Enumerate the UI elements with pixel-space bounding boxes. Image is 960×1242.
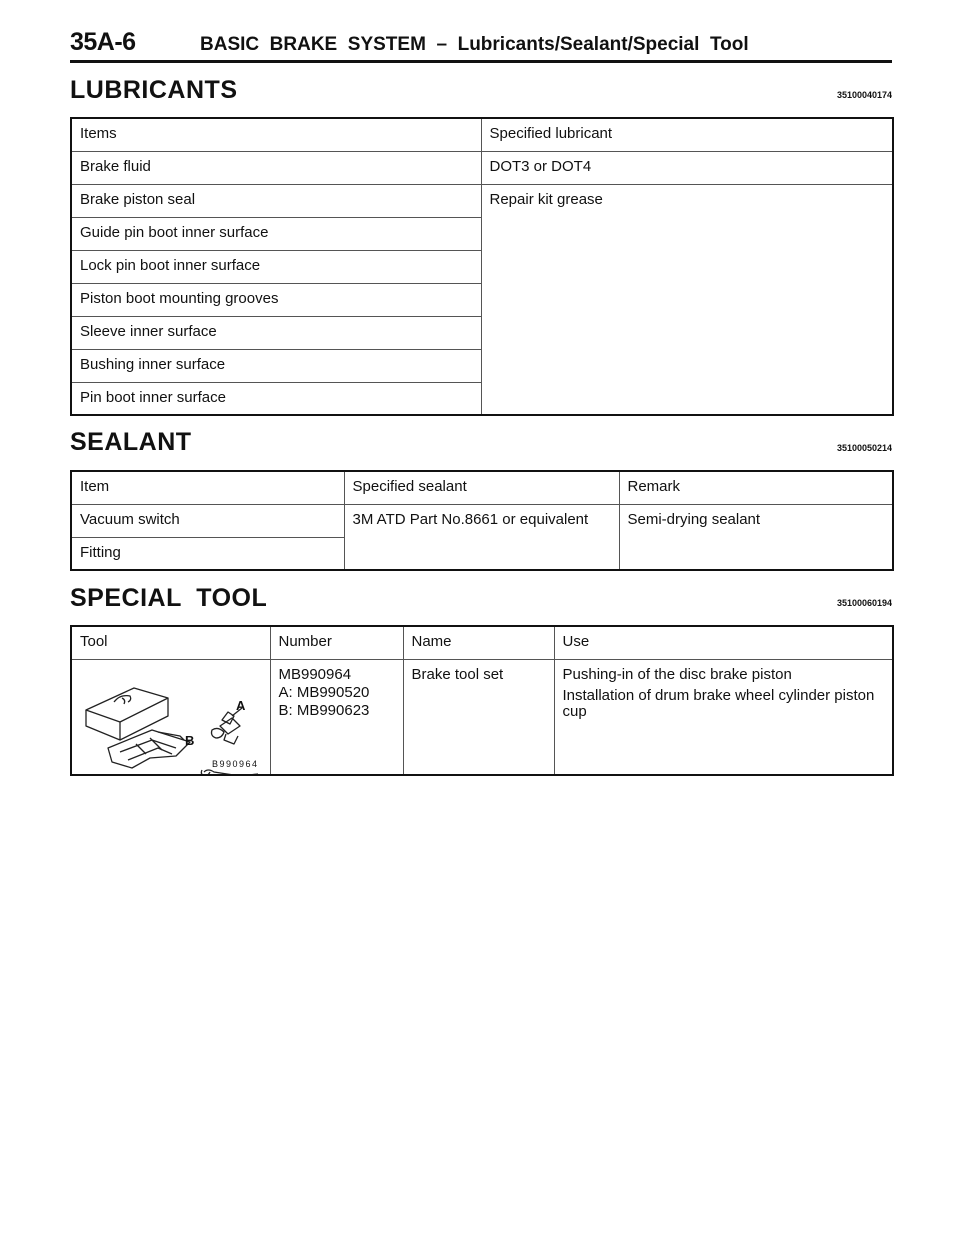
tool-number: B: MB990623 [278,701,370,719]
tool-illustration-cell [71,659,270,775]
item-cell: Fitting [71,537,344,570]
header-cell: Specified lubricant [481,118,893,151]
table-header-row [71,118,893,151]
table-row [71,659,893,775]
header-cell: Remark [619,471,893,504]
sealant-table [70,470,894,571]
item-cell: Guide pin boot inner surface [71,217,481,250]
table-row [71,184,893,217]
item-cell: Brake piston seal [71,184,481,217]
lubricant-cell: DOT3 or DOT4 [481,151,893,184]
tool-use: Installation of drum brake wheel cylinder piston cup [562,686,875,720]
lubricants-code: 35100040174 [836,90,892,100]
page-header [70,26,892,63]
header-cell: Item [71,471,344,504]
header-cell: Name [403,626,554,659]
brake-tool-set-illustration [72,660,271,774]
tool-number: A: MB990520 [278,683,370,701]
item-cell: Brake fluid [71,151,481,184]
use-cell [554,659,893,775]
sealant-cell: 3M ATD Part No.8661 or equivalent [344,504,619,570]
table-row [71,504,893,537]
sealant-title: SEALANT [70,428,192,456]
header-cell: Items [71,118,481,151]
item-cell: Lock pin boot inner surface [71,250,481,283]
tool-number: MB990964 [278,665,352,683]
tool-caption: B990964 [212,758,259,769]
lubricant-cell: Repair kit grease [481,184,893,415]
lubricants-title: LUBRICANTS [70,76,238,104]
special-tool-table [70,625,894,776]
tool-label-a: A [236,697,246,713]
item-cell: Piston boot mounting grooves [71,283,481,316]
table-header-row [71,471,893,504]
table-row [71,151,893,184]
tool-label-b: B [185,732,195,748]
item-cell: Vacuum switch [71,504,344,537]
header-cell: Specified sealant [344,471,619,504]
page-title: BASIC BRAKE SYSTEM – Lubricants/Sealant/Special Tool [200,34,749,55]
page-number: 35A-6 [70,28,136,56]
item-cell: Bushing inner surface [71,349,481,382]
item-cell: Pin boot inner surface [71,382,481,415]
sealant-code: 35100050214 [836,443,892,453]
header-cell: Tool [71,626,270,659]
special-tool-title: SPECIAL TOOL [70,584,268,612]
item-cell: Sleeve inner surface [71,316,481,349]
lubricants-table [70,117,894,416]
name-cell: Brake tool set [403,659,554,775]
tool-use: Pushing-in of the disc brake piston [562,665,792,683]
special-tool-code: 35100060194 [836,598,892,608]
table-header-row [71,626,893,659]
number-cell [270,659,403,775]
header-cell: Use [554,626,893,659]
remark-cell: Semi-drying sealant [619,504,893,570]
header-cell: Number [270,626,403,659]
